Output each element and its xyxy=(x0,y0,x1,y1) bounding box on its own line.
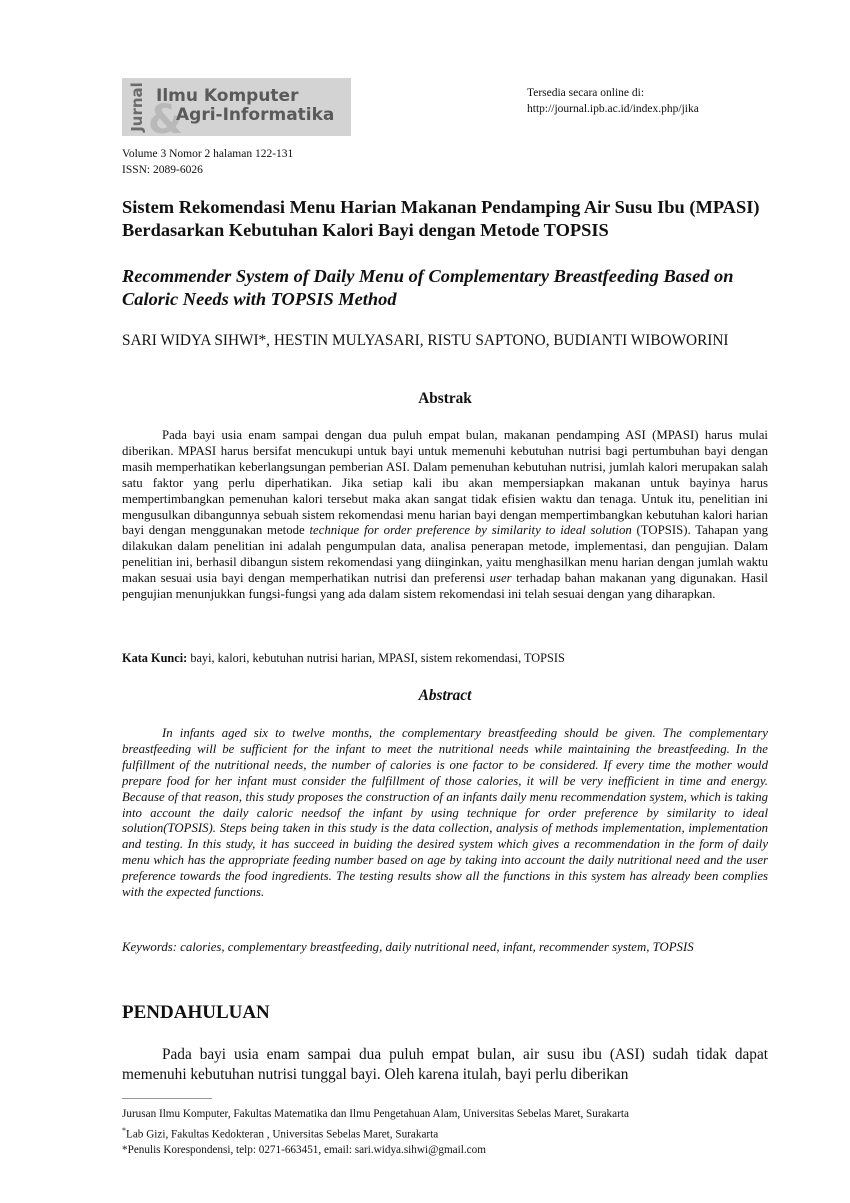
volume-line: Volume 3 Nomor 2 halaman 122-131 xyxy=(122,148,294,160)
keywords-english: Keywords: calories, complementary breastfeeding, daily nutritional need, infant, recommender system, TOPSIS xyxy=(122,940,694,954)
journal-url[interactable]: http://journal.ipb.ac.id/index.php/jika xyxy=(527,103,699,115)
section-heading-pendahuluan: PENDAHULUAN xyxy=(122,1002,270,1023)
kata-kunci-label: Kata Kunci: xyxy=(122,651,188,665)
footnote-affiliation-1: Jurusan Ilmu Komputer, Fakultas Matematika dan Ilmu Pengetahuan Alam, Universitas Sebelas Maret, Surakarta xyxy=(122,1108,629,1120)
abstrak-body: Pada bayi usia enam sampai dengan dua puluh empat bulan, makanan pendamping ASI (MPASI) harus mulai diberikan. MPASI harus bersifat mencukupi untuk bayi untuk memenuhi kebutuhan nutrisi bagi pertumbuhan bayi dengan masih memperhatikan keberlangsungan pemberian ASI. Dalam pemenuhan kebutuhan nutrisi, jumlah kalori merupakan salah satu faktor yang perlu diperhatikan. Jika setiap kali ibu akan mempersiapkan makanan untuk bayinya harus mempertimbangkan pemenuhan kalori tersebut maka akan sangat tidak efisien waktu dan tenaga. Untuk itu, penelitian ini mengusulkan dibangunnya sebuah sistem rekomendasi menu harian bayi dengan mempertimbangkan kebutuhan kalori harian bayi dengan menggunakan metode technique for order preference by similarity to ideal solution (TOPSIS). Tahapan yang dilakukan dalam penelitian ini adalah pengumpulan data, analisa penerapan metode, implementasi, dan pengujian. Dalam penelitian ini, berhasil dibangun sistem rekomendasi yang diinginkan, yaitu menghasilkan menu harian dengan jumlah waktu makan sesuai usia bayi dengan memperhatikan nutrisi dan preferensi user terhadap bahan makanan yang digunakan. Hasil pengujian menunjukkan fungsi-fungsi yang ada dalam sistem rekomendasi ini telah sesuai dengan yang diharapkan. xyxy=(122,428,769,602)
online-availability xyxy=(527,85,699,117)
logo-line-1: Ilmu Komputer xyxy=(156,86,299,106)
logo-ampersand: & xyxy=(148,97,183,143)
abstrak-heading: Abstrak xyxy=(418,390,472,407)
title-english: Recommender System of Daily Menu of Complementary Breastfeeding Based on Caloric Needs with TOPSIS Method xyxy=(122,266,734,309)
logo-vertical-text: Jurnal xyxy=(128,82,146,132)
journal-logo xyxy=(122,78,351,143)
footnotes xyxy=(122,1107,782,1158)
footnote-affiliation-2: *Lab Gizi, Fakultas Kedokteran , Universitas Sebelas Maret, Surakarta xyxy=(122,1125,439,1141)
online-label: Tersedia secara online di: xyxy=(527,87,645,99)
abstract-heading: Abstract xyxy=(418,687,472,704)
pendahuluan-body: Pada bayi usia enam sampai dua puluh empat bulan, air susu ibu (ASI) sudah tidak dapat memenuhi kebutuhan nutrisi tunggal bayi. Oleh karena itulah, bayi perlu diberikan xyxy=(122,1046,768,1083)
author-list: SARI WIDYA SIHWI*, HESTIN MULYASARI, RISTU SAPTONO, BUDIANTI WIBOWORINI xyxy=(122,332,729,349)
kata-kunci xyxy=(122,651,768,666)
kata-kunci-values: bayi, kalori, kebutuhan nutrisi harian, MPASI, sistem rekomendasi, TOPSIS xyxy=(187,651,565,665)
issn-line: ISSN: 2089-6026 xyxy=(122,164,203,176)
title-indonesian: Sistem Rekomendasi Menu Harian Makanan Pendamping Air Susu Ibu (MPASI) Berdasarkan Kebutuhan Kalori Bayi dengan Metode TOPSIS xyxy=(122,197,760,240)
footnote-divider xyxy=(122,1098,212,1099)
logo-line-2: Agri-Informatika xyxy=(176,105,335,125)
abstract-body: In infants aged six to twelve months, the complementary breastfeeding should be given. The complementary breastfeeding will be sufficient for the infant to meet the nutritional needs while maintaining the breastfeeding. In the fulfillment of the nutritional needs, the number of calories is one factor to be considered. If every time the mother would prepare food for her infant must consider the fulfillment of those calories, it will be very inefficient in time and energy. Because of that reason, this study proposes the construction of an infants daily menu recommendation system, which is taking into account the daily caloric needsof the infant by using technique for order preference by similarity to ideal solution(TOPSIS). Steps being taken in this study is the data collection, analysis of methods implementation, implementation and testing. In this study, it has succeed in buiding the desired system which gives a recommendation in the form of daily menu which has the appropriate feeding number based on age by taking into account the daily nutritional need and the user preference towards the food ingredients. The testing results show all the functions in this system has already been complies with the expected functions. xyxy=(122,726,768,900)
volume-info xyxy=(122,146,293,178)
footnote-correspondence: *Penulis Korespondensi, telp: 0271-663451, email: sari.widya.sihwi@gmail.com xyxy=(122,1143,486,1156)
